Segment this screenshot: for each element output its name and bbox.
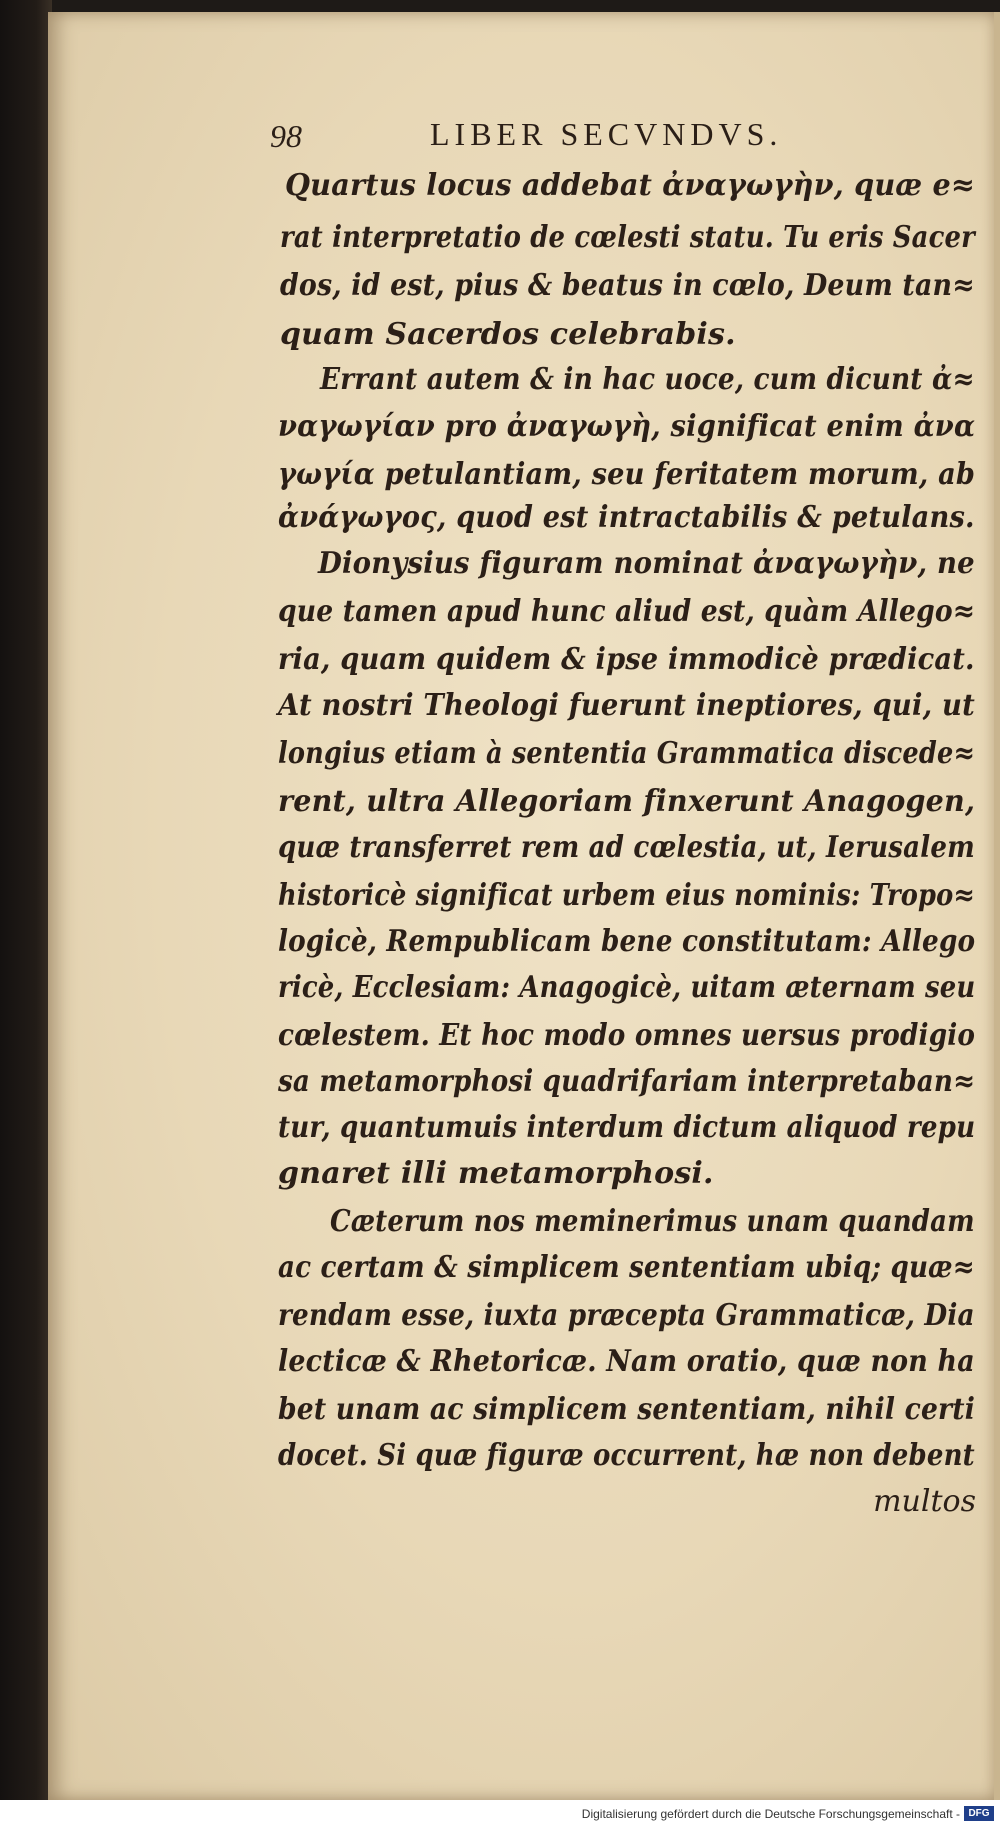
text-line: ac certam & simplicem sententiam ubiq; quæ≈	[278, 1250, 975, 1285]
text-line: ria, quam quidem & ipse immodicè prædicat.	[278, 642, 975, 677]
text-line: Quartus locus addebat ἀναγωγὴν, quæ e≈	[285, 168, 976, 203]
text-line: Errant autem & in hac uoce, cum dicunt ἀ≈	[320, 362, 975, 397]
text-line: rendam esse, iuxta præcepta Grammaticæ, Dia	[278, 1298, 975, 1333]
text-line: cœlestem. Et hoc modo omnes uersus prodigio	[278, 1018, 976, 1053]
text-line: quam Sacerdos celebrabis.	[280, 317, 736, 352]
text-line: ricè, Ecclesiam: Anagogicè, uitam æternam seu	[278, 970, 976, 1005]
text-line: tur, quantumuis interdum dictum aliquod repu	[278, 1110, 976, 1145]
text-line: rent, ultra Allegoriam finxerunt Anagogen,	[278, 784, 976, 819]
running-title: LIBER SECVNDVS.	[430, 116, 783, 152]
text-line: que tamen apud hunc aliud est, quàm Allego≈	[278, 594, 976, 629]
text-line: Dionysius figuram nominat ἀναγωγὴν, ne	[318, 546, 975, 581]
text-line: sa metamorphosi quadrifariam interpretaban≈	[278, 1064, 976, 1099]
text-line: dos, id est, pius & beatus in cœlo, Deum tan≈	[280, 268, 975, 303]
text-line: bet unam ac simplicem sententiam, nihil certi	[278, 1392, 975, 1427]
text-line: ἀνάγωγος, quod est intractabilis & petulans.	[278, 500, 975, 535]
book-binding-edge	[0, 0, 52, 1827]
text-line: docet. Si quæ figuræ occurrent, hæ non debent	[278, 1438, 975, 1473]
text-line: At nostri Theologi fuerunt ineptiores, qui, ut	[278, 688, 975, 723]
text-line: Cæterum nos meminerimus unam quandam	[330, 1204, 975, 1239]
text-line: gnaret illi metamorphosi.	[278, 1156, 714, 1191]
footer-credit: Digitalisierung gefördert durch die Deutsche Forschungsgemeinschaft -	[581, 1807, 960, 1821]
text-line: γωγία petulantiam, seu feritatem morum, ab	[278, 457, 976, 492]
text-line: logicè, Rempublicam bene constitutam: Allego	[278, 924, 976, 959]
text-line: rat interpretatio de cœlesti statu. Tu eris Sacer	[280, 220, 975, 255]
page-right-edge	[994, 12, 1000, 1800]
catchword: multos	[873, 1484, 976, 1519]
text-line: longius etiam à sententia Grammatica discede≈	[278, 736, 976, 771]
dfg-logo: DFG	[964, 1806, 994, 1821]
text-line: lecticæ & Rhetoricæ. Nam oratio, quæ non ha	[278, 1344, 975, 1379]
text-line: ναγωγίαν pro ἀναγωγὴ, significat enim ἀνα	[278, 409, 976, 444]
text-line: historicè significat urbem eius nominis: Tropo≈	[278, 878, 976, 913]
digitization-footer	[0, 1800, 1000, 1827]
text-line: quæ transferret rem ad cœlestia, ut, Ierusalem	[278, 830, 975, 865]
page-number: 98	[270, 118, 302, 154]
